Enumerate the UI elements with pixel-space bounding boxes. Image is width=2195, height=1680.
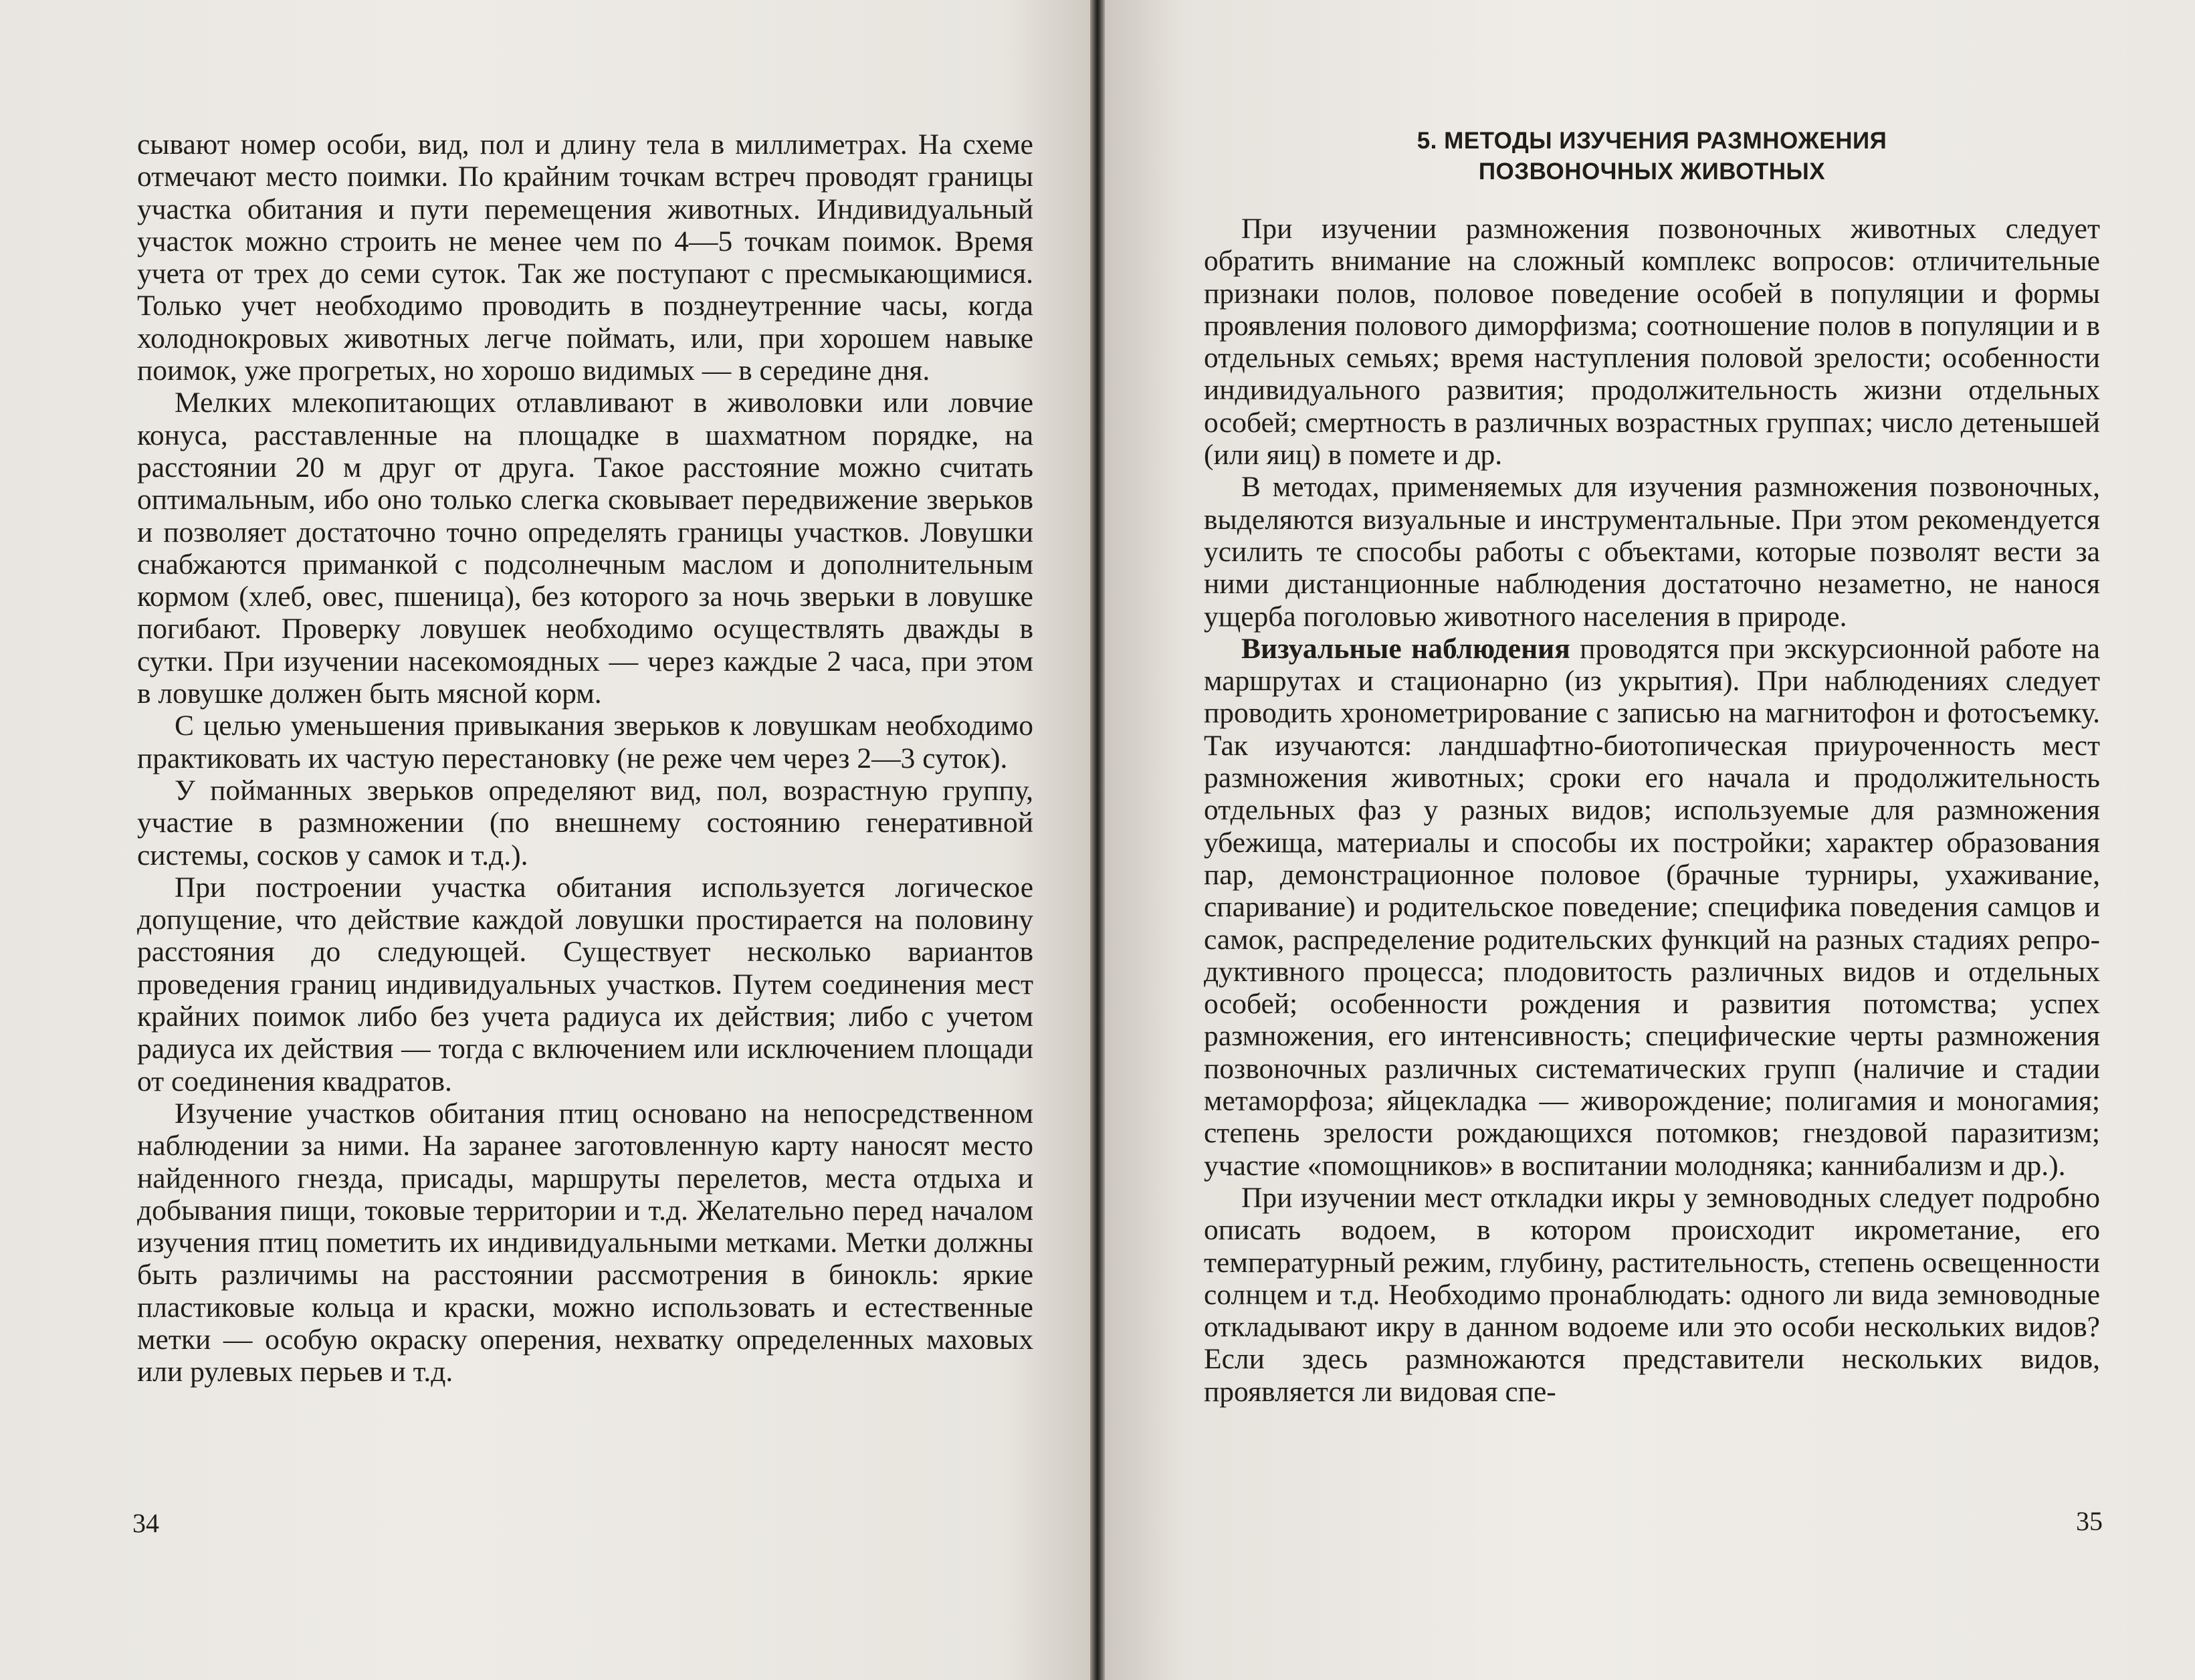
paragraph: При построении участка обитания используется логическое допущение, что действие каждой ловушки простирается на половину расстояния до следующей. Существует несколько вариантов проведения границ индивидуальных участков. Путем соединения мест крайних поимок либо без учета радиуса их действия; либо с учетом радиуса их действия — тогда с включением или исключением площади от соединения квадратов.: [137, 871, 1033, 1097]
paragraph: Мелких млекопитающих отлавливают в живоловки или ловчие конуса, расставленные на площадке в шахматном порядке, на расстоянии 20 м друг от друга. Такое расстояние можно считать оптимальным, ибо оно только слегка сковывает передвижение зверьков и позволяет достаточно точно определять границы участков. Ловушки снабжаются приманкой с подсолнечным маслом и дополнительным кормом (хлеб, овес, пшеница), без которого за ночь зверьки в ловушке погибают. Проверку ловушек необходимо осуществлять дважды в сутки. При изучении насекомоядных — через каждые 2 часа, при этом в ловушке должен быть мясной корм.: [137, 387, 1033, 710]
book-gutter: [1090, 0, 1105, 1680]
paragraph: С целью уменьшения привыкания зверьков к ловушкам необходимо практиковать их частую перестановку (не реже чем через 2—3 суток).: [137, 710, 1033, 774]
left-page-body: [137, 128, 1033, 1388]
paragraph: В методах, применяемых для изучения размножения позвоночных, выделяются визуальные и инструментальные. При этом рекомендуется усилить те способы работы с объектами, которые позволят вести за ними дистанционные наблюдения достаточно незаметно, не нанося ущерба поголовью животного населения в природе.: [1204, 471, 2100, 633]
paragraph: [1204, 633, 2100, 1182]
paragraph: При изучении размножения позвоночных животных следует обратить внимание на сложный комплекс вопросов: отличительные признаки полов, половое поведение особей в популяции и формы проявления полового диморфизма; соотношение полов в популяции и в отдельных семьях; время наступления половой зрелости; особенности индивидуального развития; продолжительность жизни отдельных особей; смертность в различных возрастных группах; число детенышей (или яиц) в помете и др.: [1204, 213, 2100, 471]
paragraph: сывают номер особи, вид, пол и длину тела в миллиметрах. На схеме отмечают место поимки. По крайним точкам встреч проводят границы участка обитания и пути перемещения животных. Индивидуальный участок можно строить не менее чем по 4—5 точкам поимок. Время учета от трех до семи суток. Так же поступают с пресмыкающимися. Только учет необходимо проводить в позднеутренние часы, когда холоднокровых животных легче поймать, или, при хорошем навыке поимок, уже прогретых, но хорошо видимых — в середине дня.: [137, 128, 1033, 387]
paragraph: При изучении мест откладки икры у земноводных следует подробно описать водоем, в котором происходит икрометание, его температурный режим, глубину, растительность, степень освещенности солнцем и т.д. Необходимо пронаблюдать: одного ли вида земноводные откладывают икру в данном водоеме или это особи нескольких видов? Если здесь размножаются представители нескольких видов, проявляется ли видовая спе-: [1204, 1181, 2100, 1408]
right-page: [1105, 0, 2195, 1680]
paragraph-text: проводятся при экскурсионной работе на маршрутах и стационарно (из укрытия). При наблюдениях следует проводить хронометрирование с записью на магнитофон и фотосъемку. Так изучаются: ландшафтно-биотопическая приуроченность мест размножения животных; сроки его начала и продолжительность отдельных фаз у разных видов; используемые для размножения убежища, материалы и способы их постройки; характер образования пар, демонстрационное половое (брачные турниры, ухаживание, спаривание) и родительское поведение; специфика поведения самцов и самок, распределение родительских функций на разных стадиях репродуктивного процесса; плодовитость различных видов и отдельных особей; особенности рождения и развития потомства; успех размножения, его интенсивность; специфические черты размножения позвоночных различных систематических групп (наличие и стадии метаморфоза; яйцекладка — живорождение; полигамия и моногамия; степень зрелости рождающихся потомков; гнездовой паразитизм; участие «помощников» в воспитании молодняка; каннибализм и др.).: [1204, 632, 2100, 1182]
page-number-right: 35: [2076, 1506, 2103, 1536]
paragraph: У пойманных зверьков определяют вид, пол, возрастную группу, участие в размножении (по внешнему состоянию генеративной системы, сосков у самок и т.д.).: [137, 774, 1033, 871]
heading-line: 5. МЕТОДЫ ИЗУЧЕНИЯ РАЗМНОЖЕНИЯ: [1417, 128, 1887, 154]
right-page-body: [1204, 213, 2100, 1408]
section-heading: [1204, 126, 2100, 187]
bold-term: Визуальные наблюдения: [1241, 632, 1570, 665]
paragraph: Изучение участков обитания птиц основано на непосредственном наблюдении за ними. На заранее заготовленную карту наносят место найденного гнезда, присады, маршруты перелетов, места отдыха и добывания пищи, токовые территории и т.д. Желательно перед началом изучения птиц пометить их индивидуальными метками. Метки должны быть различимы на расстоянии рассмотрения в бинокль: яркие пластиковые кольца и краски, можно использовать и естественные метки — особую окраску оперения, нехватку определенных маховых или рулевых перьев и т.д.: [137, 1097, 1033, 1388]
heading-line: ПОЗВОНОЧНЫХ ЖИВОТНЫХ: [1478, 159, 1826, 185]
page-number-left: 34: [132, 1508, 159, 1538]
left-page: [0, 0, 1090, 1680]
